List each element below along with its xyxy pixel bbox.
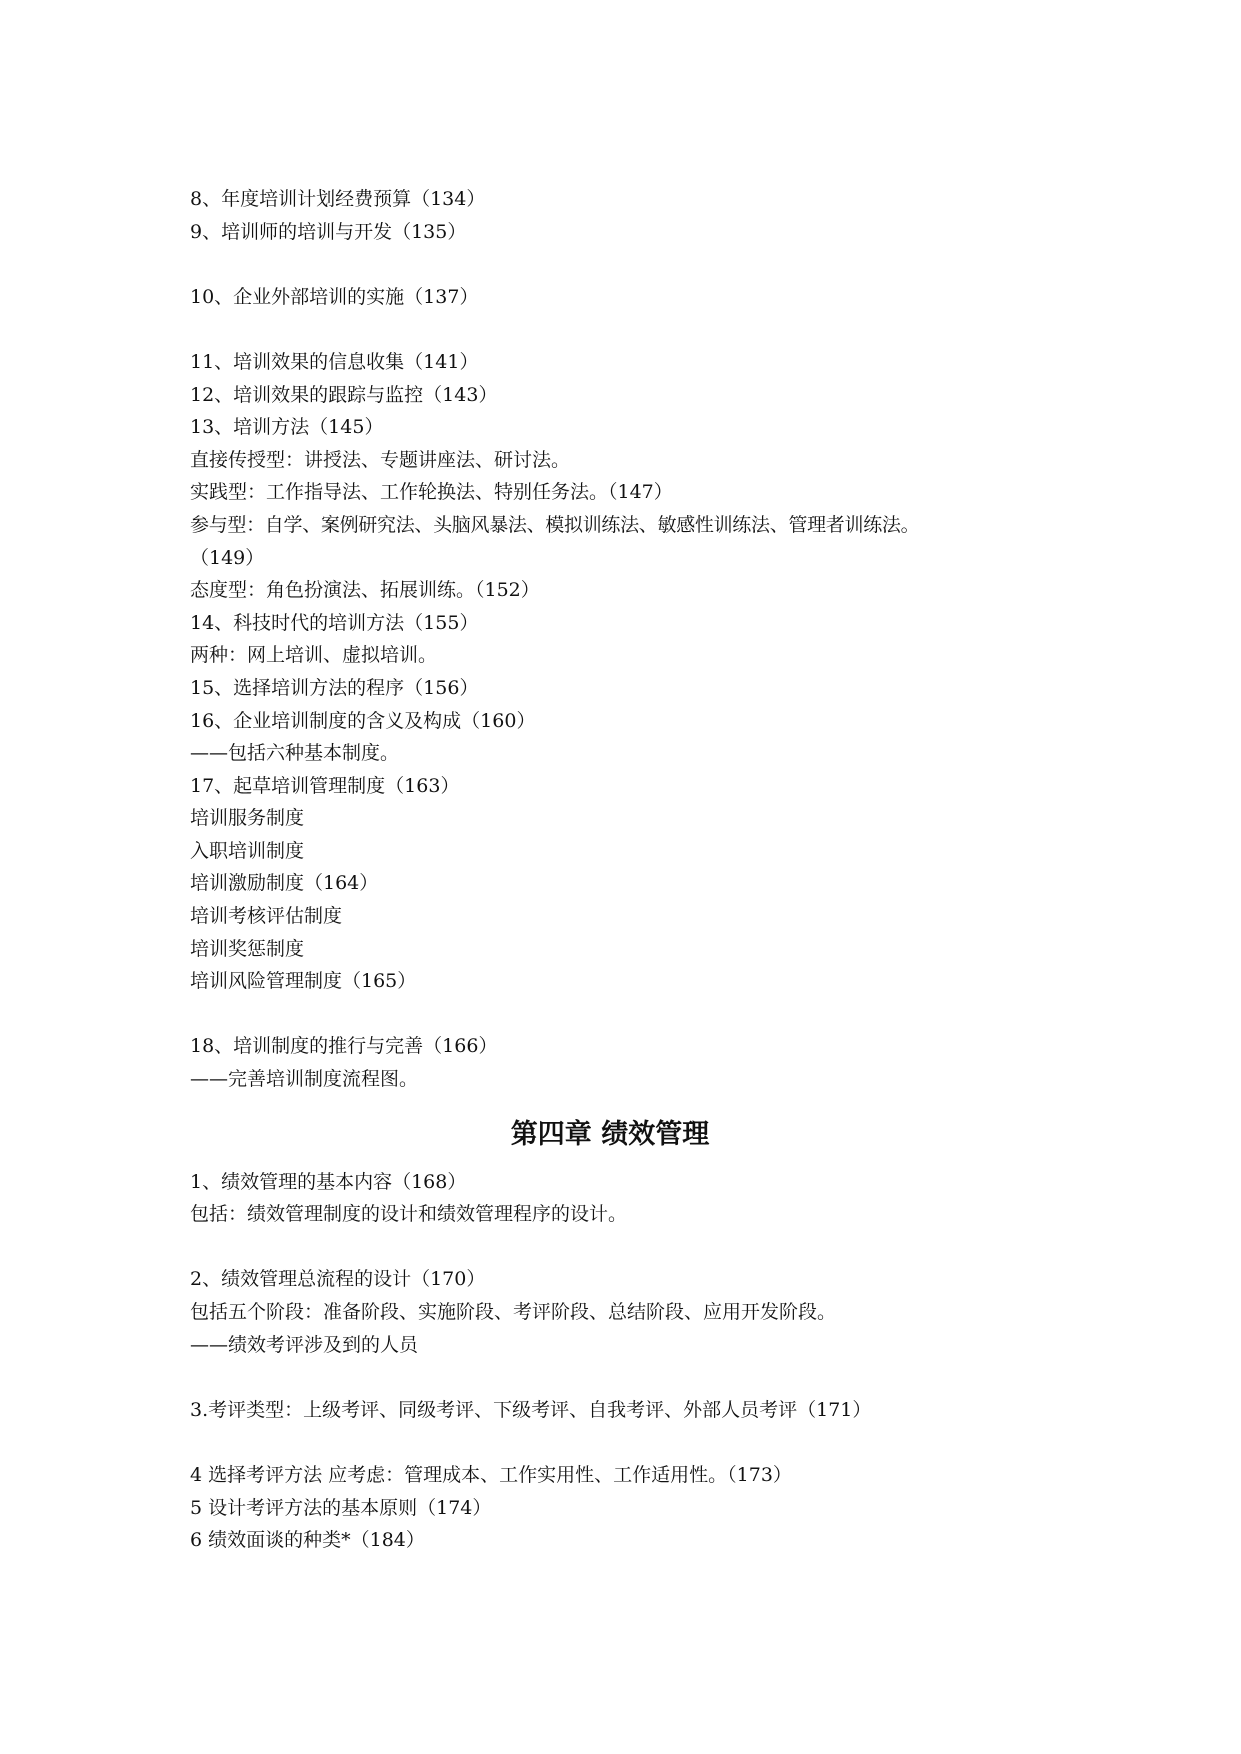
text-line: 2、绩效管理总流程的设计（170）	[190, 1268, 486, 1291]
text-line: 4 选择考评方法 应考虑：管理成本、工作实用性、工作适用性。（173）	[190, 1463, 792, 1486]
text-line: 13、培训方法（145）	[190, 416, 384, 439]
text-line: 培训风险管理制度（165）	[190, 970, 417, 993]
text-line: 培训服务制度	[190, 807, 305, 830]
text-line: 18、培训制度的推行与完善（166）	[190, 1035, 498, 1058]
text-line: 16、企业培训制度的含义及构成（160）	[190, 709, 536, 732]
document-body	[190, 183, 1090, 1557]
blank-line	[190, 998, 1090, 1031]
text-line: 培训考核评估制度	[190, 905, 343, 928]
blank-line	[190, 313, 1090, 346]
text-line: 9、培训师的培训与开发（135）	[190, 220, 467, 243]
chapter-heading: 第四章 绩效管理	[510, 1118, 710, 1150]
text-line: 直接传授型：讲授法、专题讲座法、研讨法。	[190, 448, 571, 471]
text-line: 17、起草培训管理制度（163）	[190, 774, 460, 797]
text-line: 5 设计考评方法的基本原则（174）	[190, 1496, 492, 1519]
training-section	[190, 183, 1090, 1096]
text-line: 参与型：自学、案例研究法、头脑风暴法、模拟训练法、敏感性训练法、管理者训练法。	[190, 513, 920, 536]
text-line: ——绩效考评涉及到的人员	[190, 1333, 419, 1356]
text-line: 包括：绩效管理制度的设计和绩效管理程序的设计。	[190, 1203, 628, 1226]
performance-section	[190, 1166, 1090, 1557]
text-line: 3.考评类型：上级考评、同级考评、下级考评、自我考评、外部人员考评（171）	[190, 1398, 872, 1421]
blank-line	[190, 1361, 1090, 1394]
text-line: 11、培训效果的信息收集（141）	[190, 350, 479, 373]
blank-line	[190, 1231, 1090, 1264]
text-line: ——包括六种基本制度。	[190, 742, 400, 765]
text-line: （149）	[190, 546, 265, 569]
text-line: 两种：网上培训、虚拟培训。	[190, 644, 438, 667]
text-line: 8、年度培训计划经费预算（134）	[190, 188, 486, 210]
text-line: 1、绩效管理的基本内容（168）	[190, 1170, 467, 1193]
text-line: 态度型：角色扮演法、拓展训练。（152）	[190, 579, 540, 602]
blank-line	[190, 1426, 1090, 1459]
text-line: 12、培训效果的跟踪与监控（143）	[190, 383, 498, 406]
text-line: 包括五个阶段：准备阶段、实施阶段、考评阶段、总结阶段、应用开发阶段。	[190, 1301, 837, 1323]
text-line: ——完善培训制度流程图。	[190, 1068, 419, 1091]
text-line: 培训奖惩制度	[190, 937, 305, 960]
text-line: 实践型：工作指导法、工作轮换法、特别任务法。（147）	[190, 481, 673, 504]
text-line: 15、选择培训方法的程序（156）	[190, 676, 479, 699]
text-line: 10、企业外部培训的实施（137）	[190, 285, 479, 308]
text-line: 14、科技时代的培训方法（155）	[190, 611, 479, 634]
blank-line	[190, 248, 1090, 281]
text-line: 入职培训制度	[190, 839, 305, 862]
text-line: 培训激励制度（164）	[190, 872, 379, 895]
text-line: 6 绩效面谈的种类*（184）	[190, 1529, 425, 1552]
